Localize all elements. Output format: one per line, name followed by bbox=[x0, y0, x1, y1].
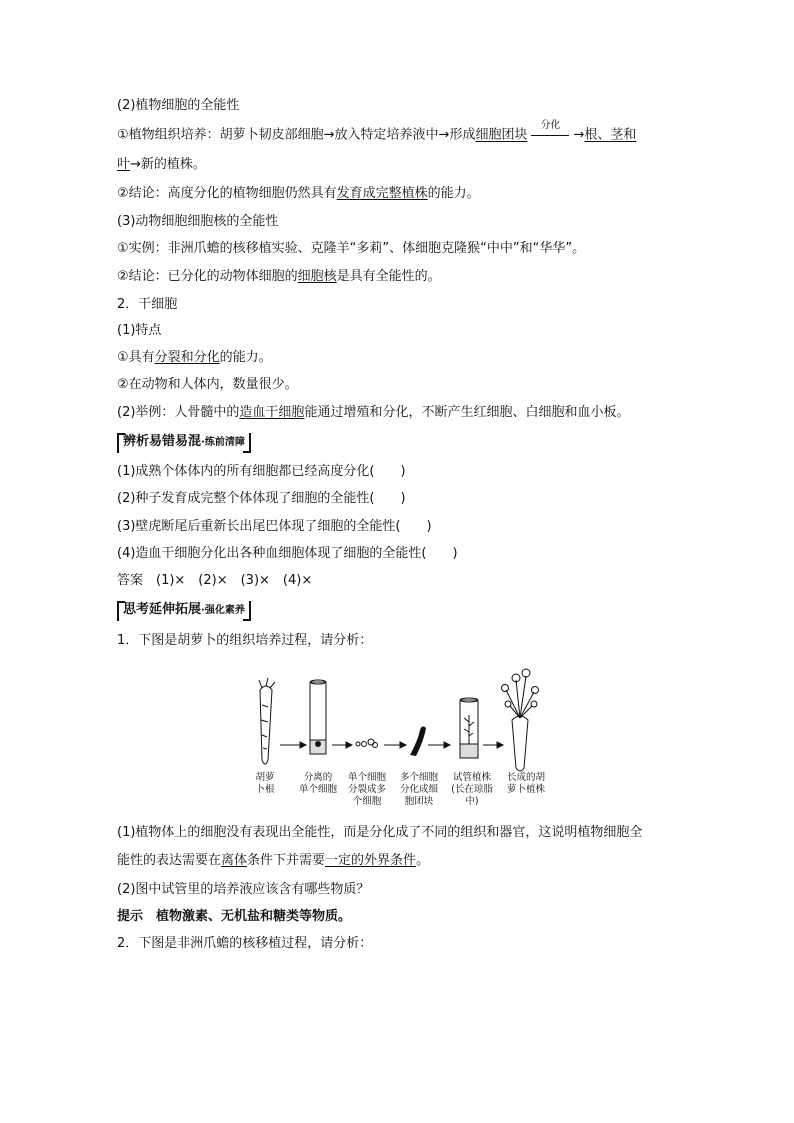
caption-single-cell: 分离的 单个细胞 bbox=[298, 772, 337, 795]
heading-features: (1)特点 bbox=[117, 323, 162, 338]
task-2-intro: 2．下图是非洲爪蟾的核移植过程，请分析： bbox=[117, 936, 373, 951]
underlined-term-external-conditions: 一定的外界条件 bbox=[325, 853, 417, 868]
text-segment: 的能力。 bbox=[219, 350, 272, 365]
hint-line: 提示 植物激素、无机盐和糖类等物质。 bbox=[117, 909, 352, 924]
text-segment: 能性的表达需要在 bbox=[117, 853, 222, 868]
carrot-root-drawing bbox=[259, 678, 275, 764]
arrow-with-label bbox=[529, 120, 571, 144]
section-heading-main: 思考延伸拓展 bbox=[123, 602, 202, 617]
arrow-3 bbox=[384, 742, 406, 748]
section-heading-extension bbox=[117, 601, 251, 620]
text-segment: 的能力。 bbox=[427, 186, 480, 201]
underlined-term-isolated: 离体 bbox=[221, 853, 248, 868]
answer-line: 答案 (1)× (2)× (3)× (4)× bbox=[117, 573, 313, 588]
bracket-left bbox=[117, 433, 125, 453]
cell-mass-drawing bbox=[410, 726, 426, 756]
heading-plant-totipotency: (2)植物细胞的全能性 bbox=[117, 98, 240, 113]
test-tube-plantlet bbox=[460, 698, 478, 758]
caption-dividing-cells: 单个细胞 分裂成多 个细胞 bbox=[347, 772, 386, 807]
task-1-sub-2: (2)图中试管里的培养液应该含有哪些物质？ bbox=[117, 882, 370, 897]
text-segment: 条件下并需要 bbox=[247, 853, 326, 868]
text-segment: ②结论：已分化的动物体细胞的 bbox=[117, 269, 298, 284]
caption-cell-mass: 多个细胞 分化成细 胞团块 bbox=[399, 772, 438, 807]
paragraph-tissue-culture-cont bbox=[117, 156, 206, 174]
test-tube-single-cell bbox=[310, 680, 326, 754]
text-segment: →新的植株。 bbox=[130, 157, 206, 172]
arrow-5 bbox=[483, 742, 503, 748]
arrow-label-text: 分化 bbox=[540, 120, 561, 131]
paragraph-feature-1 bbox=[117, 349, 272, 367]
underlined-term-leaf: 叶 bbox=[117, 157, 131, 172]
caption-mature-plant: 长成的胡 萝卜植株 bbox=[506, 772, 545, 795]
mature-carrot-plant-drawing bbox=[502, 669, 539, 771]
arrow-glyph: → bbox=[573, 127, 585, 143]
dividing-cells-drawing bbox=[356, 739, 378, 748]
paragraph-animal-conclusion bbox=[117, 268, 441, 286]
caption-carrot-root: 胡萝 卜根 bbox=[255, 772, 275, 795]
section-heading-discrimination bbox=[117, 433, 251, 452]
paragraph-plant-conclusion bbox=[117, 185, 480, 203]
question-3: (3)壁虎断尾后重新长出尾巴体现了细胞的全能性( ) bbox=[117, 519, 432, 534]
paragraph-example bbox=[117, 404, 629, 422]
arrow-1 bbox=[280, 742, 306, 748]
text-segment: ①植物组织培养：胡萝卜韧皮部细胞→放入特定培养液中→形成 bbox=[117, 127, 476, 143]
question-4: (4)造血干细胞分化出各种血细胞体现了细胞的全能性( ) bbox=[117, 546, 458, 561]
question-1: (1)成熟个体体内的所有细胞都已经高度分化( ) bbox=[117, 464, 406, 479]
text-segment: 。 bbox=[416, 853, 430, 868]
bracket-right bbox=[243, 433, 251, 453]
text-segment: (2)举例：人骨髓中的 bbox=[117, 405, 240, 420]
text-segment: ②结论：高度分化的植物细胞仍然具有 bbox=[117, 186, 337, 201]
task-1-intro: 1．下图是胡萝卜的组织培养过程，请分析： bbox=[117, 633, 373, 648]
section-heading-sub: ·强化素养 bbox=[201, 605, 245, 616]
bracket-left bbox=[117, 601, 125, 621]
task-1-sub-1-cont bbox=[117, 852, 429, 870]
carrot-tissue-culture-figure bbox=[240, 660, 560, 810]
arrow-2 bbox=[332, 742, 352, 748]
paragraph-feature-2: ②在动物和人体内，数量很少。 bbox=[117, 377, 298, 392]
text-segment: 是具有全能性的。 bbox=[336, 269, 441, 284]
paragraph-tissue-culture bbox=[117, 120, 637, 145]
section-heading-sub: ·练前清障 bbox=[201, 437, 245, 448]
section-heading-main: 辨析易错易混 bbox=[123, 434, 202, 449]
text-segment: 能通过增殖和分化，不断产生红细胞、白细胞和血小板。 bbox=[304, 405, 630, 420]
underlined-term-divide-differentiate: 分裂和分化 bbox=[154, 350, 220, 365]
text-segment: ①具有 bbox=[117, 350, 155, 365]
underlined-term-cell-mass: 细胞团块 bbox=[475, 127, 528, 143]
heading-stem-cells: 2．干细胞 bbox=[117, 297, 178, 312]
arrow-4 bbox=[428, 742, 450, 748]
underlined-term-nucleus: 细胞核 bbox=[297, 269, 337, 284]
paragraph-animal-examples: ①实例：非洲爪蟾的核移植实验、克隆羊“多莉”、体细胞克隆猴“中中”和“华华”。 bbox=[117, 241, 586, 256]
task-1-sub-1: (1)植物体上的细胞没有表现出全能性，而是分化成了不同的组织和器官，这说明植物细胞全 bbox=[117, 825, 643, 840]
caption-test-tube-plant: 试管植株 (长在琼脂 中) bbox=[451, 772, 493, 807]
underlined-term-root-stem: 根、茎和 bbox=[584, 127, 637, 143]
question-2: (2)种子发育成完整个体体现了细胞的全能性( ) bbox=[117, 491, 406, 506]
underlined-term-hematopoietic: 造血干细胞 bbox=[239, 405, 305, 420]
heading-animal-nucleus: (3)动物细胞细胞核的全能性 bbox=[117, 214, 279, 229]
bracket-right bbox=[243, 601, 251, 621]
underlined-term-complete-plant: 发育成完整植株 bbox=[336, 186, 428, 201]
arrow-line bbox=[531, 135, 569, 136]
